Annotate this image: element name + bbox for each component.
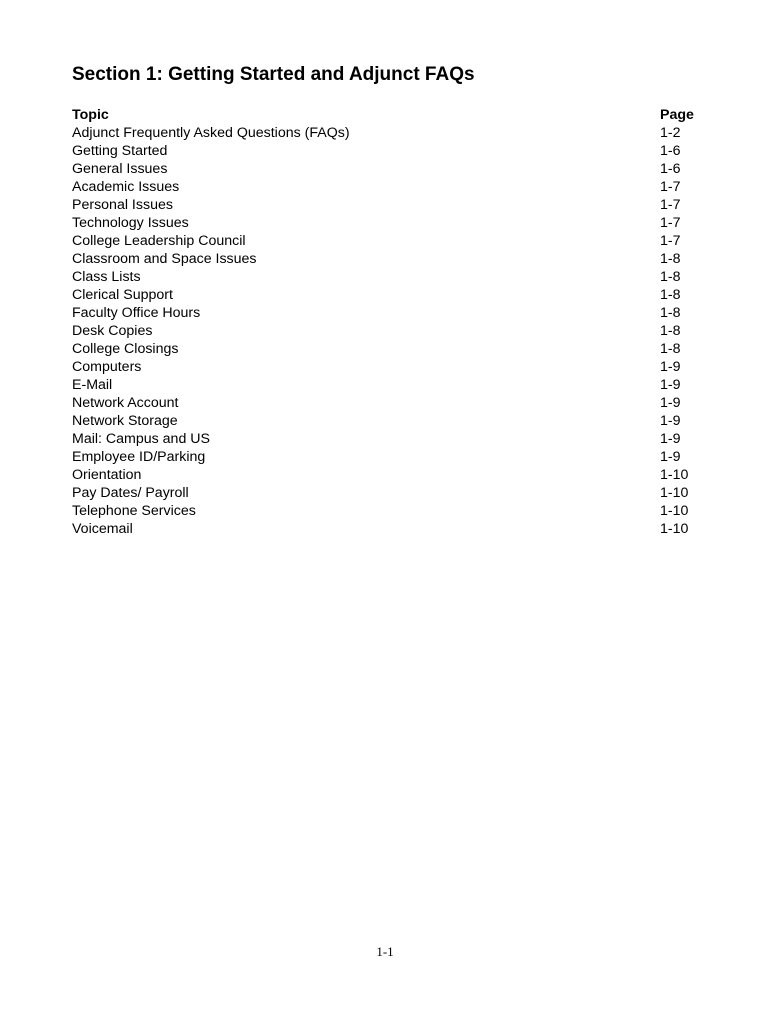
toc-topic: Getting Started	[72, 143, 168, 159]
table-of-contents	[72, 106, 698, 538]
toc-topic: Class Lists	[72, 269, 141, 285]
toc-row	[72, 178, 698, 196]
section-title: Section 1: Getting Started and Adjunct FAQs	[72, 64, 475, 85]
toc-topic: E-Mail	[72, 377, 113, 393]
toc-topic: Desk Copies	[72, 323, 153, 339]
toc-page-number: 1-8	[660, 287, 681, 303]
toc-page-number: 1-2	[660, 125, 681, 141]
toc-row	[72, 358, 698, 376]
page-column-header: Page	[660, 107, 694, 123]
toc-page-number: 1-6	[660, 161, 681, 177]
toc-topic: Orientation	[72, 467, 142, 483]
toc-page-number: 1-8	[660, 341, 681, 357]
toc-row	[72, 232, 698, 250]
toc-row	[72, 466, 698, 484]
toc-row	[72, 412, 698, 430]
toc-header-row	[72, 106, 698, 124]
toc-topic: Academic Issues	[72, 179, 180, 195]
toc-topic: College Closings	[72, 341, 179, 357]
toc-row	[72, 448, 698, 466]
toc-row	[72, 214, 698, 232]
toc-topic: Employee ID/Parking	[72, 449, 206, 465]
toc-row	[72, 484, 698, 502]
toc-topic: Personal Issues	[72, 197, 173, 213]
toc-rows	[72, 124, 698, 538]
toc-page-number: 1-7	[660, 179, 681, 195]
toc-row	[72, 520, 698, 538]
toc-page-number: 1-10	[660, 521, 689, 537]
toc-topic: College Leadership Council	[72, 233, 246, 249]
toc-page-number: 1-8	[660, 251, 681, 267]
toc-row	[72, 124, 698, 142]
toc-topic: Pay Dates/ Payroll	[72, 485, 189, 501]
topic-column-header: Topic	[72, 107, 109, 123]
toc-topic: Classroom and Space Issues	[72, 251, 257, 267]
toc-row	[72, 304, 698, 322]
toc-page-number: 1-9	[660, 359, 681, 375]
page-number: 1-1	[376, 944, 394, 959]
toc-page-number: 1-10	[660, 485, 689, 501]
toc-page-number: 1-9	[660, 377, 681, 393]
toc-topic: Voicemail	[72, 521, 133, 537]
toc-page-number: 1-9	[660, 413, 681, 429]
toc-topic: Mail: Campus and US	[72, 431, 210, 447]
toc-page-number: 1-9	[660, 395, 681, 411]
toc-page-number: 1-7	[660, 233, 681, 249]
toc-row	[72, 160, 698, 178]
toc-row	[72, 196, 698, 214]
toc-page-number: 1-7	[660, 197, 681, 213]
toc-topic: Network Storage	[72, 413, 178, 429]
toc-row	[72, 142, 698, 160]
toc-page-number: 1-7	[660, 215, 681, 231]
toc-row	[72, 394, 698, 412]
toc-row	[72, 250, 698, 268]
toc-page-number: 1-8	[660, 323, 681, 339]
toc-row	[72, 430, 698, 448]
toc-row	[72, 268, 698, 286]
toc-page-number: 1-9	[660, 431, 681, 447]
toc-page-number: 1-8	[660, 305, 681, 321]
toc-page-number: 1-10	[660, 467, 689, 483]
toc-topic: Adjunct Frequently Asked Questions (FAQs)	[72, 125, 350, 141]
toc-page-number: 1-10	[660, 503, 689, 519]
toc-page-number: 1-6	[660, 143, 681, 159]
toc-topic: Technology Issues	[72, 215, 189, 231]
toc-topic: Computers	[72, 359, 142, 375]
toc-row	[72, 286, 698, 304]
toc-topic: Network Account	[72, 395, 179, 411]
toc-topic: General Issues	[72, 161, 168, 177]
toc-topic: Faculty Office Hours	[72, 305, 201, 321]
toc-row	[72, 340, 698, 358]
toc-row	[72, 376, 698, 394]
toc-row	[72, 322, 698, 340]
toc-row	[72, 502, 698, 520]
toc-page-number: 1-9	[660, 449, 681, 465]
toc-page-number: 1-8	[660, 269, 681, 285]
toc-topic: Clerical Support	[72, 287, 173, 303]
toc-topic: Telephone Services	[72, 503, 196, 519]
